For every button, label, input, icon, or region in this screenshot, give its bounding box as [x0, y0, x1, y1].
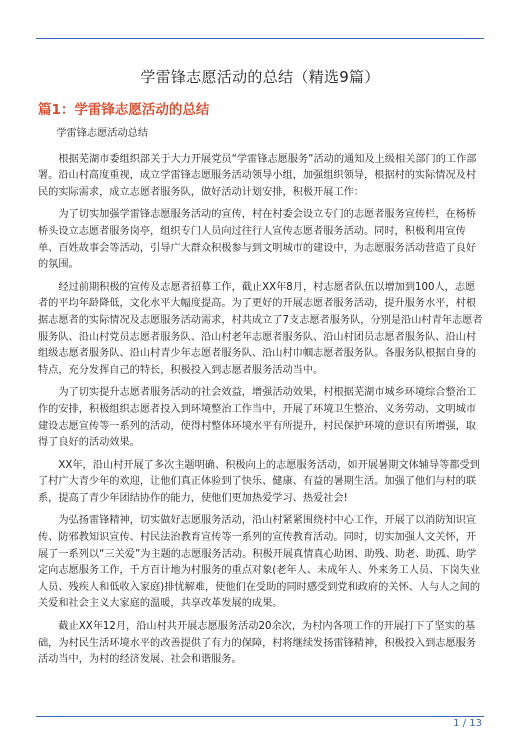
document-body: [38, 126, 484, 675]
paragraph-5: XX年，沿山村开展了多次主题明确、积极向上的志愿服务活动，如开展暑期文体辅导等都受到了村广大青少年的欢迎，让他们真正体验到了快乐、健康、有益的暑期生活。加强了他们与村的联系，提高了青少年团结协作的能力，使他们更加热爱学习、热爱社会!: [38, 459, 480, 504]
paragraph-7: 截止XX年12月，沿山村共开展志愿服务活动20余次，为村内各项工作的开展打下了坚实的基础，为村民生活环境水平的改善提供了有力的保障，村将继续发扬雷锋精神，积极投入到志愿服务活动当中，为村的经济发展、社会和谐服务。: [38, 621, 477, 666]
paragraph-3: 经过前期积极的宣传及志愿者招募工作，截止XX年8月，村志愿者队伍以增加到100人，志愿者的平均年龄降低，文化水平大幅度提高。为了更好的开展志愿者服务活动，提升服务水平，村根据志愿者的实际情况及志愿服务活动需求，村共成立了7支志愿者服务队，分别是沿山村青年志愿者服务队、沿山村党员志愿者服务队、沿山村老年志愿者服务队、沿山村团员志愿者服务队、沿山村组级志愿者服务队、沿山村青少年志愿者服务队、沿山村巾帼志愿者服务队。各服务队根据自身的特点，充分发挥自己的特长，积极投入到志愿者服务活动当中。: [38, 281, 483, 376]
footer-rule: [36, 716, 484, 717]
paragraph-1: 根据芜湖市委组织部关于大力开展党员“学雷锋志愿服务”活动的通知及上级相关部门的工作部署。沿山村高度重视，成立学雷锋志愿服务活动领导小组，加强组织领导，根据村的实际情况及村民的实际需求，成立志愿者服务队，做好活动计划安排，积极开展工作：: [38, 153, 477, 198]
paragraph-4: 为了切实提升志愿者服务活动的社会效益，增强活动效果，村根据芜湖市城乡环境综合整治工作的安排，积极组织志愿者投入到环境整治工作当中，开展了环境卫生整治、义务劳动、文明城市建设志愿宣传等一系列的活动，使得村整体环境水平有所提升，村民保护环境的意识有所增强，取得了良好的活动效果。: [38, 387, 477, 449]
paragraph-2: 为了切实加强学雷锋志愿服务活动的宣传，村在村委会设立专门的志愿者服务宣传栏，在杨桥桥头设立志愿者服务岗亭，组织专门人员向过往行人宣传志愿者服务活动。同时，积极利用宣传单、百姓故事会等活动，引导广大群众积极参与到文明城市的建设中，为志愿服务活动营造了良好的氛围。: [38, 209, 477, 271]
subtitle: 学雷锋志愿活动总结: [56, 128, 149, 139]
header-rule: [36, 38, 484, 39]
paragraph-6: 为弘扬雷锋精神，切实做好志愿服务活动，沿山村紧紧围绕村中心工作，开展了以消防知识宣传、防邪教知识宣传、村民法治教育宣传等一系列的宣传教育活动。同时，切实加强人文关怀，开展了一系列以“三关爱”为主题的志愿服务活动。积极开展真情真心助困、助残、助老、助孤、助学定向志愿服务工作，千方百计地为村服务的重点对象(老年人、未成年人、外来务工人员、下岗失业人员、残疾人和低收入家庭)排忧解难，使他们在受助的同时感受到党和政府的关怀、人与人之间的关爱和社会主义大家庭的温暖，共享改革发展的成果。: [38, 515, 481, 610]
page-indicator: 1 / 13: [453, 718, 482, 729]
section-heading: 篇1：学雷锋志愿活动的总结: [38, 102, 210, 118]
document-title: 学雷锋志愿活动的总结（精选9篇）: [140, 68, 380, 86]
